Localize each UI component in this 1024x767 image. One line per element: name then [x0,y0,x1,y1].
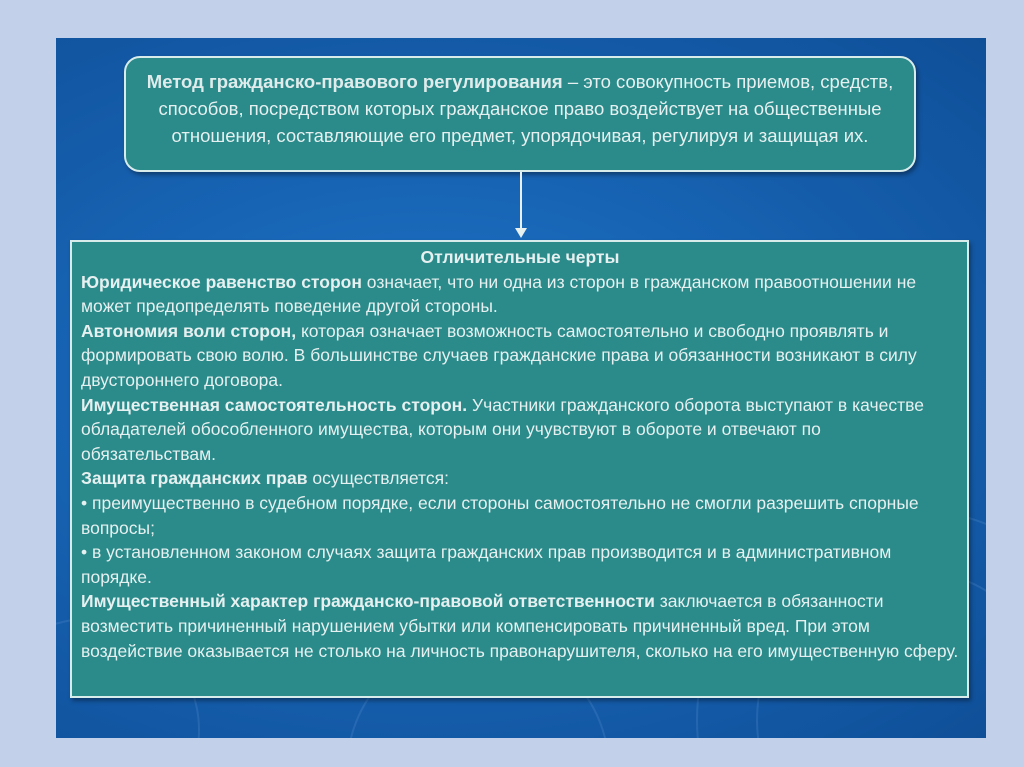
distinctive-features-box [70,240,969,698]
feature-legal-equality: Юридическое равенство сторон означает, что ни одна из сторон в гражданском правоотношении не может предопределять поведение другой стороны. [81,271,917,317]
feature-autonomy-of-will: Автономия воли сторон, которая означает возможность самостоятельно и свободно проявлять и формировать свою волю. В большинстве случаев гражданские права и обязанности возникают в силу двустороннего договора. [81,320,917,390]
feature-protection-of-rights: Защита гражданских прав осуществляется: [81,468,449,489]
method-definition-text: – это совокупность приемов, средств, способов, посредством которых гражданское право воздействует на общественные отношения, составляющие его предмет, упорядочивая, регулируя и защищая их. [158,71,894,146]
arrow-down-icon [515,228,527,238]
method-definition-box [124,56,916,172]
slide [56,38,986,738]
feature-property-independence: Имущественная самостоятельность сторон. Участники гражданского оборота выступают в качестве обладателей обособленного имущества, которым они учувствуют в обороте и отвечают по обязательствам. [81,394,924,464]
feature-property-liability: Имущественный характер гражданско-правовой ответственности заключается в обязанности возместить причиненный нарушением убытки или компенсировать причиненный вред. При этом воздействие оказывается не столько на личность правонарушителя, сколько на его имущественную сферу. [81,591,959,661]
method-term: Метод гражданско-правового регулирования [146,71,563,92]
features-heading: Отличительные черты [420,247,620,267]
connector-arrow-line [520,172,522,230]
list-item: • преимущественно в судебном порядке, если стороны самостоятельно не смогли разрешить спорные вопросы; [81,492,919,538]
list-item: • в установленном законом случаях защита гражданских прав производится и в административном порядке. [81,542,892,587]
